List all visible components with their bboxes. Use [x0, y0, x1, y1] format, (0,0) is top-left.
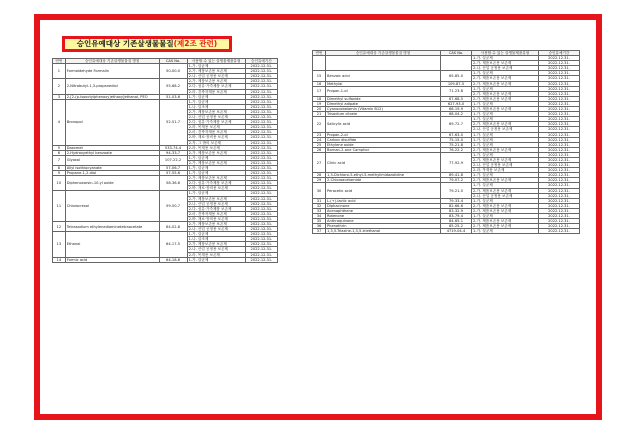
grace-period: 2022.12.31. — [539, 229, 580, 234]
row-number: 37 — [313, 229, 326, 234]
product-type: 2-가. 제품보존용 보존제 — [472, 107, 539, 112]
header-name: 승인유예대상 기존살생물물질 명칭 — [65, 59, 159, 64]
product-type: 2-가. 제품보존용 보존제 — [187, 79, 245, 84]
product-type: 2-가. 제품보존용 보존제 — [472, 188, 539, 193]
product-type: 2-가. 제품보존용 보존제 — [472, 224, 539, 229]
grace-period: 2022.12.31. — [539, 219, 580, 224]
cas-number: 68-04-2 — [441, 112, 472, 117]
product-type: 1-가. 살균제 — [187, 232, 245, 237]
cas-number: 107-22-2 — [159, 155, 187, 165]
substance-name: Dimethyl sulfoxide — [326, 96, 441, 101]
product-type: 2-나. 산업 공정용 보존제 — [187, 247, 245, 252]
product-type: 1-나. 살조제 — [187, 237, 245, 242]
grace-period: 2022.12.31. — [245, 69, 277, 74]
product-type: 2-가. 제품보존용 보존제 — [187, 222, 245, 227]
grace-period: 2022.12.31. — [539, 96, 580, 101]
grace-period: 2022.12.31. — [539, 107, 580, 112]
grace-period: 2022.12.31. — [539, 224, 580, 229]
row-number: 27 — [313, 152, 326, 172]
header-no: 연번 — [53, 59, 66, 64]
cas-number: 77-92-9 — [441, 152, 472, 172]
substance-name: Propane-1,2-diol — [65, 171, 159, 176]
product-type: 2-라. 건축자재용 보존제 — [187, 89, 245, 94]
substance-name: Acenaphthene — [326, 208, 441, 213]
substance-name: Trisodium citrate — [326, 112, 441, 117]
product-type: 1-가. 살균제 — [472, 214, 539, 219]
grace-period: 2022.12.31. — [539, 147, 580, 152]
row-number: 10 — [53, 176, 66, 191]
substance-name: Chlorocresol — [65, 191, 159, 222]
cas-number: 64-17-5 — [159, 232, 187, 257]
grace-period: 2022.12.31. — [539, 183, 580, 188]
product-type: 2-가. 제품보존용 보존제 — [472, 81, 539, 86]
cas-number: 83-32-9 — [441, 208, 472, 213]
substance-name: Propan-2-ol — [326, 132, 441, 137]
table-row — [313, 229, 580, 234]
substance-name: 1,3,5-Triazine-1,3,5-triethanol — [326, 229, 441, 234]
cas-number: 50-00-0 — [159, 64, 187, 79]
left-page — [52, 58, 278, 263]
header-cas: CAS No. — [441, 51, 472, 56]
product-type: 2-나. 산업 공정용 보존제 — [187, 74, 245, 79]
grace-period: 2022.12.31. — [539, 76, 580, 81]
grace-period: 2022.12.31. — [539, 173, 580, 178]
product-type: 2-마. 건축자재용 보존제 — [187, 211, 245, 216]
product-type: 2-나. 산업 공정용 보존제 — [187, 115, 245, 120]
product-type: 1-가. 살균제 — [472, 137, 539, 142]
cas-number: 82-66-6 — [441, 203, 472, 208]
grace-period: 2022.12.31. — [539, 198, 580, 203]
cas-number: 109-87-5 — [441, 81, 472, 86]
product-type: 1-가. 살균제 — [472, 142, 539, 147]
product-type: 1-가. 살균제 — [187, 191, 245, 196]
cas-number: 51-03-6 — [159, 94, 187, 99]
row-number: 24 — [313, 137, 326, 142]
grace-period: 2022.12.31. — [245, 160, 277, 165]
product-type: 2-가. 제품보존용 보존제 — [187, 176, 245, 181]
product-type: 1-가. 살균제 — [472, 183, 539, 188]
grace-period: 2022.12.31. — [539, 157, 580, 162]
grace-period: 2022.12.31. — [245, 196, 277, 201]
product-type: 2-다. 섬유·가죽제품 보존제 — [187, 120, 245, 125]
cas-number: 79-07-2 — [441, 178, 472, 183]
product-type: 1-가. 살균제 — [472, 173, 539, 178]
row-number: 6 — [53, 150, 66, 155]
product-type: 2-가. 제품보존용 보존제 — [472, 178, 539, 183]
grace-period: 2022.12.31. — [245, 247, 277, 252]
product-type: 1-가. 살균제 — [472, 152, 539, 157]
product-type: 2-가. 제품보존용 보존제 — [187, 242, 245, 247]
substance-name: Diphenoxarsin-10-yl oxide — [65, 176, 159, 191]
product-type: 1-가. 살균제 — [187, 64, 245, 69]
grace-period: 2022.12.31. — [245, 191, 277, 196]
product-type: 1-가. 살균제 — [187, 165, 245, 170]
cas-number: 58-36-6 — [159, 176, 187, 191]
grace-period: 2022.12.31. — [245, 135, 277, 140]
grace-period: 2022.12.31. — [539, 163, 580, 168]
product-type: 2-가. 제품보존용 보존제 — [472, 96, 539, 101]
cas-number: 75-21-8 — [441, 142, 472, 147]
row-number: 5 — [53, 145, 66, 150]
grace-period: 2022.12.31. — [539, 208, 580, 213]
grace-period: 2022.12.31. — [539, 142, 580, 147]
cas-number: 55-68-2 — [159, 79, 187, 94]
right-page — [312, 50, 584, 234]
title-suffix: (제2조 관련) — [173, 39, 218, 48]
header-name: 승인유예대상 기존살생물물질 명칭 — [326, 51, 441, 56]
substance-name: 2-Hydroxyethyl benzoate — [65, 150, 159, 155]
table-row — [53, 257, 278, 262]
grace-period: 2022.12.31. — [539, 81, 580, 86]
grace-period: 2022.12.31. — [245, 206, 277, 211]
product-type: 2-자. 그 밖의 보존제 — [187, 140, 245, 145]
grace-period: 2022.12.31. — [245, 89, 277, 94]
substance-name: Peracetic acid — [326, 183, 441, 198]
product-type: 2-나. 산업 공정용 보존제 — [472, 193, 539, 198]
grace-period: 2022.12.31. — [539, 61, 580, 66]
row-number: 11 — [53, 191, 66, 222]
product-type: 2-마. 건축자재용 보존제 — [187, 130, 245, 135]
cas-number: 533-74-4 — [159, 145, 187, 150]
grace-period: 2022.12.31. — [245, 252, 277, 257]
grace-period: 2022.12.31. — [539, 122, 580, 127]
grace-period: 2022.12.31. — [245, 84, 277, 89]
product-type: 2-다. 섬유·가죽제품 보존제 — [187, 206, 245, 211]
substance-name: Salicylic acid — [326, 117, 441, 132]
substance-name — [326, 56, 441, 71]
grace-period: 2022.12.31. — [245, 109, 277, 114]
row-number: 25 — [313, 142, 326, 147]
product-type: 2-가. 제품보존용 보존제 — [472, 91, 539, 96]
grace-period: 2022.12.31. — [245, 74, 277, 79]
row-number — [313, 56, 326, 71]
cas-number: 68-19-9 — [441, 107, 472, 112]
product-type: 1-가. 살균제 — [472, 86, 539, 91]
product-type: 2-가. 제품보존용 보존제 — [472, 61, 539, 66]
grace-period: 2022.12.31. — [539, 66, 580, 71]
grace-period: 2022.12.31. — [245, 176, 277, 181]
grace-period: 2022.12.31. — [539, 101, 580, 106]
product-type: 2-라. 목재용 보존제 — [187, 145, 245, 150]
grace-period: 2022.12.31. — [245, 99, 277, 104]
grace-period: 2022.12.31. — [539, 71, 580, 76]
product-type: 1-가. 살균제 — [472, 112, 539, 117]
grace-period: 2022.12.31. — [539, 132, 580, 137]
grace-period: 2022.12.31. — [245, 211, 277, 216]
grace-period: 2022.12.31. — [245, 237, 277, 242]
cas-number: 67-63-0 — [441, 132, 472, 137]
grace-period: 2022.12.31. — [245, 140, 277, 145]
product-type: 2-라. 목재용 보존제 — [187, 125, 245, 130]
right-table-body — [313, 56, 580, 234]
product-type: 1-가. 살균제 — [187, 257, 245, 262]
cas-number: 627-93-0 — [441, 101, 472, 106]
cas-number: 71-23-8 — [441, 86, 472, 96]
substance-name: Ethylene oxide — [326, 142, 441, 147]
product-type: 1-가. 살균제 — [187, 99, 245, 104]
product-type: 1-가. 살균제 — [187, 94, 245, 99]
product-type: 2-바. 재료·장비용 보존제 — [187, 135, 245, 140]
substance-name: 2-[2-(p-isooctylphenoxy)ethoxy]ethanol, PEO — [65, 94, 159, 99]
grace-period: 2022.12.31. — [539, 91, 580, 96]
substance-name: Cyanocobalamin (Vitamin B12) — [326, 107, 441, 112]
grace-period: 2022.12.31. — [539, 188, 580, 193]
row-number: 36 — [313, 224, 326, 229]
grace-period: 2022.12.31. — [245, 181, 277, 186]
cas-number — [441, 56, 472, 71]
cas-number: 79-33-4 — [441, 198, 472, 203]
grace-period: 2022.12.31. — [539, 214, 580, 219]
product-type: 2-나. 산업 공정용 보존제 — [187, 201, 245, 206]
product-type: 2-가. 제품보존용 보존제 — [187, 196, 245, 201]
grace-period: 2022.12.31. — [539, 152, 580, 157]
row-number: 1 — [53, 64, 66, 79]
grace-period: 2022.12.31. — [245, 145, 277, 150]
row-number: 16 — [313, 81, 326, 86]
grace-period: 2022.12.31. — [245, 242, 277, 247]
substance-name: Dimethyl adipate — [326, 101, 441, 106]
substance-name: Rotenone — [326, 214, 441, 219]
product-type: 2-다. 섬유·가죽제품 보존제 — [187, 181, 245, 186]
grace-period: 2022.12.31. — [539, 193, 580, 198]
substance-name: Bornan-2-one Camphor — [326, 147, 441, 152]
grace-period: 2022.12.31. — [245, 125, 277, 130]
row-number: 20 — [313, 107, 326, 112]
substance-name: Bronopol — [65, 99, 159, 145]
grace-period: 2022.12.31. — [245, 64, 277, 69]
row-number: 18 — [313, 96, 326, 101]
substance-name: Carbon disulfide — [326, 137, 441, 142]
grace-period: 2022.12.31. — [539, 127, 580, 132]
row-number: 23 — [313, 132, 326, 137]
cas-number: 59-50-7 — [159, 191, 187, 222]
row-number: 8 — [53, 165, 66, 170]
row-number: 33 — [313, 208, 326, 213]
grace-period: 2022.12.31. — [539, 168, 580, 173]
document-title — [62, 36, 232, 52]
product-type: 1-가. 살균제 — [472, 229, 539, 234]
header-use: 사용할 수 있는 살생물제품유형 — [472, 51, 539, 56]
product-type: 1-가. 살균제 — [187, 155, 245, 160]
row-number: 28 — [313, 173, 326, 178]
product-type: 1-가. 살균제 — [472, 56, 539, 61]
substance-name: L-(+)-lactic acid — [326, 198, 441, 203]
substance-name: Diphacinone — [326, 203, 441, 208]
product-type: 2-가. 제품보존용 보존제 — [472, 157, 539, 162]
product-type: 2-가. 제품보존용 보존제 — [187, 109, 245, 114]
substance-name: Allyl isothiocyanate — [65, 165, 159, 170]
product-type: 1-가. 살균제 — [472, 132, 539, 137]
substance-name: Formaldehyde Formalin — [65, 64, 159, 79]
substance-name: Formic acid — [65, 257, 159, 262]
cas-number: 57-55-6 — [159, 171, 187, 176]
row-number: 34 — [313, 214, 326, 219]
row-number: 14 — [53, 257, 66, 262]
product-type: 1-가. 살균제 — [472, 71, 539, 76]
cas-number: 69-72-7 — [441, 117, 472, 132]
product-type: 1-가. 살균제 — [187, 171, 245, 176]
cas-number: 57-06-7 — [159, 165, 187, 170]
header-date: 승인유예기간 — [245, 59, 277, 64]
product-type: 2-가. 제품보존용 보존제 — [187, 150, 245, 155]
cas-number: 79-21-0 — [441, 183, 472, 198]
product-type: 2-바. 재료·장비용 보존제 — [187, 216, 245, 221]
substance-name: Methylal — [326, 81, 441, 86]
substance-name: 2-Nitrobutyl-1,3-propanediol — [65, 79, 159, 94]
right-substance-table — [312, 50, 580, 234]
cas-number: 67-68-5 — [441, 96, 472, 101]
grace-period: 2022.12.31. — [539, 86, 580, 91]
row-number: 15 — [313, 71, 326, 81]
header-no: 연번 — [313, 51, 326, 56]
grace-period: 2022.12.31. — [245, 165, 277, 170]
cas-number: 89-41-8 — [441, 173, 472, 178]
product-type: 1-가. 살균제 — [472, 117, 539, 122]
product-type: 2-가. 제품보존용 보존제 — [472, 122, 539, 127]
header-use: 사용할 수 있는 살생물제품유형 — [187, 59, 245, 64]
grace-period: 2022.12.31. — [245, 222, 277, 227]
grace-period: 2022.12.31. — [245, 171, 277, 176]
left-substance-table — [52, 58, 278, 263]
substance-name: Tetrasodium ethylenediaminetetraacetate — [65, 222, 159, 232]
row-number: 9 — [53, 171, 66, 176]
cas-number: 83-79-4 — [441, 214, 472, 219]
grace-period: 2022.12.31. — [245, 155, 277, 160]
product-type: 2-나. 산업 공정용 보존제 — [472, 163, 539, 168]
cas-number: 64-18-6 — [159, 257, 187, 262]
grace-period: 2022.12.31. — [245, 232, 277, 237]
grace-period: 2022.12.31. — [245, 130, 277, 135]
substance-name: 2-Chloroacetamide — [326, 178, 441, 183]
cas-number: 85-25-2 — [441, 224, 472, 229]
grace-period: 2022.12.31. — [245, 120, 277, 125]
substance-name: Ethanol — [65, 232, 159, 257]
substance-name: Propan-1-ol — [326, 86, 441, 96]
grace-period: 2022.12.31. — [245, 186, 277, 191]
cas-number: 4719-04-4 — [441, 229, 472, 234]
row-number: 21 — [313, 112, 326, 117]
grace-period: 2022.12.31. — [539, 56, 580, 61]
row-number: 2 — [53, 79, 66, 94]
product-type: 2-라. 목재용 보존제 — [187, 252, 245, 257]
product-type: 2-가. 제품보존용 보존제 — [472, 147, 539, 152]
product-type: 2-가. 제품보존용 보존제 — [472, 219, 539, 224]
row-number: 17 — [313, 86, 326, 96]
product-type: 2-가. 제품보존용 보존제 — [187, 160, 245, 165]
grace-period: 2022.12.31. — [245, 216, 277, 221]
row-number: 22 — [313, 117, 326, 132]
substance-name: Benzoic acid — [326, 71, 441, 81]
grace-period: 2022.12.31. — [245, 227, 277, 232]
header-date: 승인유예기간 — [539, 51, 580, 56]
product-type: 2-가. 제품보존용 보존제 — [472, 203, 539, 208]
grace-period: 2022.12.31. — [539, 137, 580, 142]
product-type: 2-가. 제품보존용 보존제 — [472, 76, 539, 81]
product-type: 1-가. 살균제 — [472, 101, 539, 106]
grace-period: 2022.12.31. — [539, 112, 580, 117]
cas-number: 64-02-8 — [159, 222, 187, 232]
substance-name: Anthraquinone — [326, 219, 441, 224]
row-number: 30 — [313, 183, 326, 198]
product-type: 1-가. 살균제 — [472, 198, 539, 203]
substance-name: Glyoxal — [65, 155, 159, 165]
row-number: 4 — [53, 99, 66, 145]
row-number: 13 — [53, 232, 66, 257]
substance-name: 1,3-Dichloro-5-ethyl-5-methylimidazolidine — [326, 173, 441, 178]
row-number: 19 — [313, 101, 326, 106]
substance-name: Phenothrin — [326, 224, 441, 229]
row-number: 29 — [313, 178, 326, 183]
cas-number: 76-22-2 — [441, 147, 472, 152]
header-cas: CAS No. — [159, 59, 187, 64]
product-type: 2-바. 재료·장비용 보존제 — [187, 186, 245, 191]
grace-period: 2022.12.31. — [539, 203, 580, 208]
product-type: 2-다. 섬유·가죽제품 보존제 — [187, 84, 245, 89]
product-type: 2-라. 목재용 보존제 — [472, 168, 539, 173]
grace-period: 2022.12.31. — [245, 257, 277, 262]
title-main: 승인유예대상 기존살생물물질 — [76, 39, 174, 48]
product-type: 2-가. 제품보존용 보존제 — [472, 208, 539, 213]
row-number: 26 — [313, 147, 326, 152]
grace-period: 2022.12.31. — [245, 94, 277, 99]
row-number: 12 — [53, 222, 66, 232]
cas-number: 94-33-7 — [159, 150, 187, 155]
cas-number: 65-85-0 — [441, 71, 472, 81]
grace-period: 2022.12.31. — [245, 201, 277, 206]
product-type: 2-나. 산업 공정용 보존제 — [472, 66, 539, 71]
product-type: 2-가. 제품보존용 보존제 — [187, 69, 245, 74]
row-number: 35 — [313, 219, 326, 224]
substance-name: Dazomet — [65, 145, 159, 150]
row-number: 7 — [53, 155, 66, 165]
substance-name: Citric acid — [326, 152, 441, 172]
cas-number: 75-15-0 — [441, 137, 472, 142]
product-type: 2-나. 산업 공정용 보존제 — [472, 127, 539, 132]
grace-period: 2022.12.31. — [245, 79, 277, 84]
row-number: 32 — [313, 203, 326, 208]
product-type: 1-나. 살조제 — [187, 104, 245, 109]
row-number: 31 — [313, 198, 326, 203]
grace-period: 2022.12.31. — [245, 115, 277, 120]
left-table-body — [53, 64, 278, 263]
grace-period: 2022.12.31. — [245, 150, 277, 155]
cas-number: 84-65-1 — [441, 219, 472, 224]
grace-period: 2022.12.31. — [539, 117, 580, 122]
grace-period: 2022.12.31. — [539, 178, 580, 183]
cas-number: 52-51-7 — [159, 99, 187, 145]
row-number: 3 — [53, 94, 66, 99]
grace-period: 2022.12.31. — [245, 104, 277, 109]
product-type: 2-나. 산업 공정용 보존제 — [187, 227, 245, 232]
